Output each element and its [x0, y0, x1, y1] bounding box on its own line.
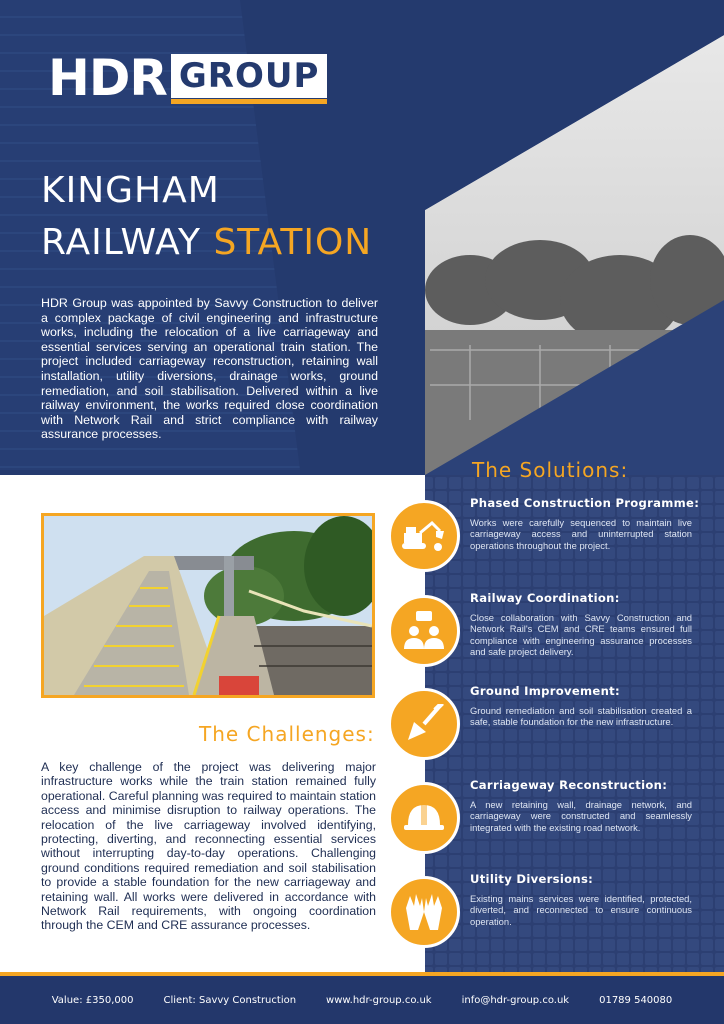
page-title	[41, 165, 372, 269]
station-photo-illustration	[44, 516, 372, 695]
footer-website-link[interactable]: www.hdr-group.co.uk	[326, 994, 432, 1006]
solutions-heading: The Solutions:	[472, 458, 629, 482]
solution-text: Close collaboration with Savvy Construction and Network Rail's CEM and CRE teams ensured full compliance with engineering assurance processes and safe project delivery.	[470, 612, 692, 658]
challenges-paragraph: A key challenge of the project was delivering major infrastructure works while the train station remained fully operational. Careful planning was required to maintain station access and minimise disruption to railway operations. The relocation of the live carriageway involved identifying, protecting, diverting, and reconnecting essential services without interrupting day-to-day operations. Challenging ground conditions required remediation and soil stabilisation to provide a stable foundation for the new carriageway and retaining wall. All works were delivered in accordance with Network Rail requirements, with ongoing coordination through the CEM and CRE assurance processes.	[41, 760, 376, 933]
solution-text: Ground remediation and soil stabilisation created a safe, stable foundation for the new infrastructure.	[470, 705, 692, 728]
logo-group-box	[171, 54, 328, 98]
footer-phone: 01789 540080	[599, 994, 673, 1006]
station-photo	[41, 513, 375, 698]
title-line-2	[41, 217, 372, 269]
solution-text: Existing mains services were identified, protected, diverted, and reconnected to ensure continuous operation.	[470, 893, 692, 927]
logo-accent-bar	[171, 99, 328, 104]
footer-value: Value: £350,000	[51, 994, 134, 1006]
excavator-icon	[388, 500, 460, 572]
hdr-group-logo	[48, 50, 327, 106]
footer-bar	[0, 972, 724, 1024]
solution-title: Carriageway Reconstruction:	[470, 778, 668, 792]
title-line-1: KINGHAM	[41, 170, 220, 211]
logo-hdr-text: HDR	[48, 49, 167, 107]
solution-title: Ground Improvement:	[470, 684, 620, 698]
intro-paragraph: HDR Group was appointed by Savvy Construction to deliver a complex package of civil engineering and infrastructure works, including the relocation of a live carriageway and essential services serving an operational train station. The project included carriageway reconstruction, retaining wall installation, utility diversions, drainage works, ground remediation, and soil stabilisation. Delivered within a live railway environment, the works required close coordination with Network Rail and strict compliance with railway assurance processes.	[41, 296, 378, 442]
shovel-icon	[388, 688, 460, 760]
solution-title: Railway Coordination:	[470, 591, 620, 605]
people-meeting-icon	[388, 595, 460, 667]
solution-title: Utility Diversions:	[470, 872, 594, 886]
hard-hat-icon	[388, 782, 460, 854]
solution-text: Works were carefully sequenced to maintain live carriageway access and uninterrupted station operations throughout the project.	[470, 517, 692, 551]
gloves-icon	[388, 876, 460, 948]
solution-title: Phased Construction Programme:	[470, 496, 700, 510]
solution-text: A new retaining wall, drainage network, and carriageway were constructed and seamlessly integrated with the existing road network.	[470, 799, 692, 833]
challenges-heading: The Challenges:	[199, 722, 375, 746]
footer-email-link[interactable]: info@hdr-group.co.uk	[461, 994, 570, 1006]
title-railway: RAILWAY	[41, 222, 201, 263]
title-station: STATION	[213, 222, 373, 263]
logo-group-text: GROUP	[178, 56, 320, 96]
footer-client: Client: Savvy Construction	[163, 994, 297, 1006]
